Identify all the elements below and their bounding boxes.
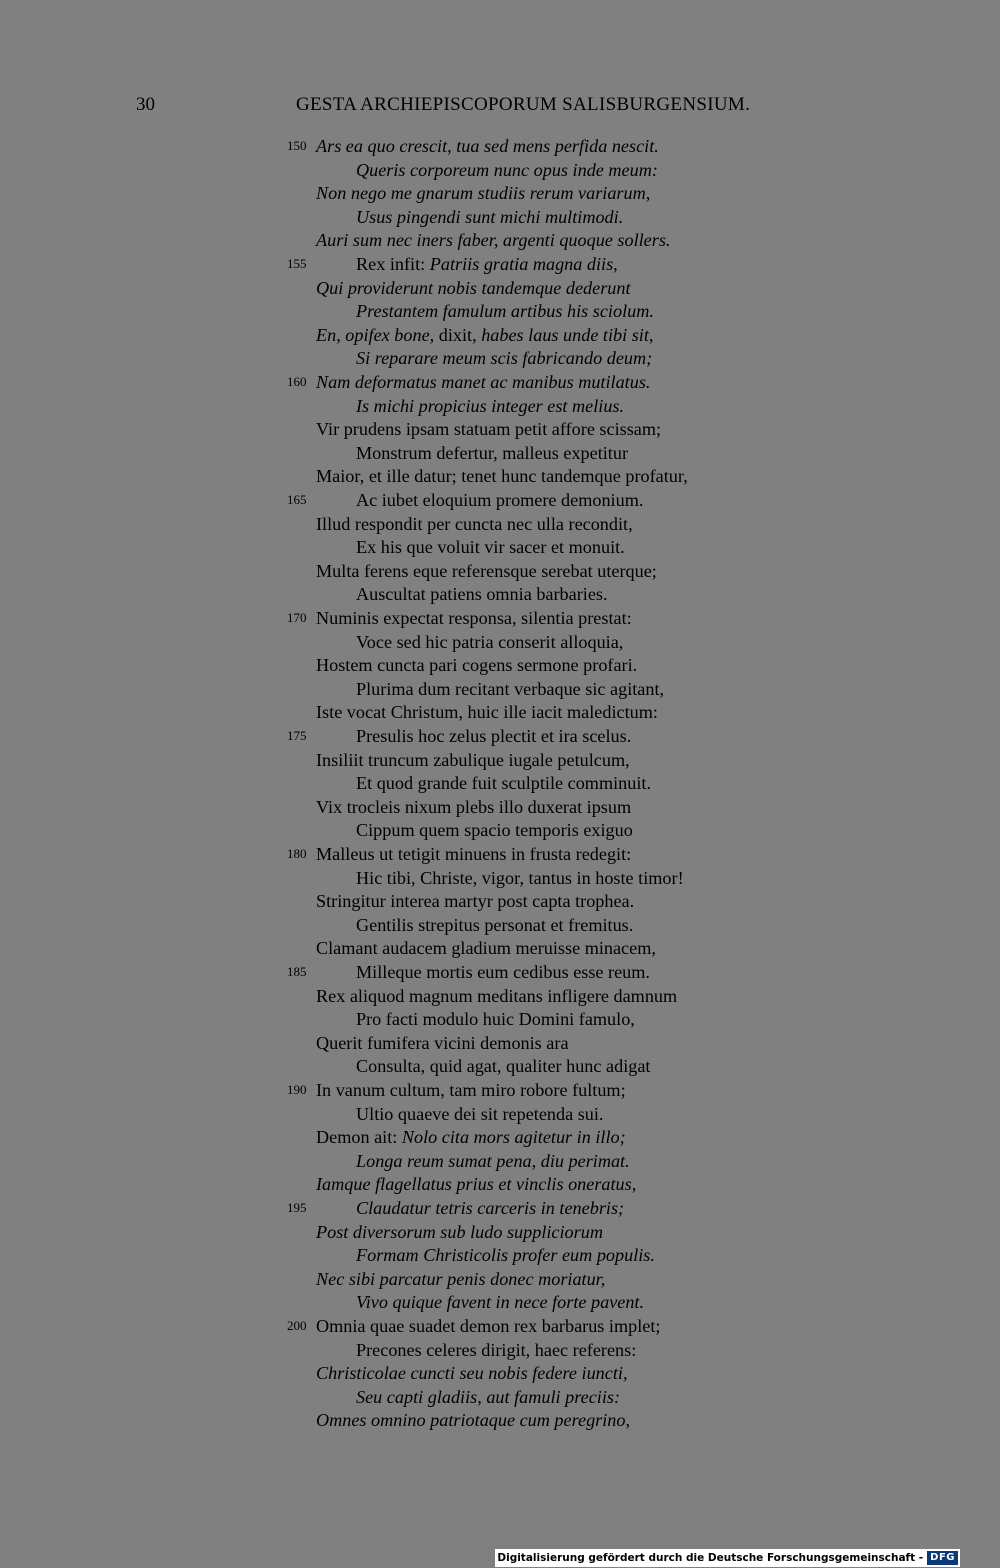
verse-text: Nolo cita mors agitetur in illo; — [401, 1127, 626, 1147]
credit-text: Digitalisierung gefördert durch die Deutsche Forschungsgemeinschaft - — [497, 1552, 924, 1564]
verse-line — [356, 394, 624, 418]
verse-text: Ultio quaeve dei sit repetenda sui. — [356, 1104, 604, 1124]
verse-text: In vanum cultum, tam miro robore fultum; — [316, 1080, 626, 1100]
verse-line — [316, 1220, 603, 1244]
verse-text: dixit, — [438, 325, 482, 345]
verse-text: Stringitur interea martyr post capta trophea. — [316, 891, 635, 911]
verse-line — [356, 205, 623, 229]
verse-line — [316, 606, 632, 630]
verse-line — [316, 559, 657, 583]
verse-line — [316, 889, 634, 913]
verse-text: Patriis gratia magna diis, — [429, 254, 618, 274]
verse-line — [316, 323, 653, 347]
verse-line — [316, 228, 670, 252]
verse-line — [356, 252, 618, 276]
verse-text: Omnes omnino patriotaque cum peregrino, — [316, 1410, 631, 1430]
verse-text: Clamant audacem gladium meruisse minacem, — [316, 938, 656, 958]
verse-text: Ac iubet eloquium promere demonium. — [356, 490, 644, 510]
verse-text: Precones celeres dirigit, haec referens: — [356, 1340, 637, 1360]
verse-text: En, opifex bone, — [316, 325, 439, 345]
verse-line — [356, 1149, 630, 1173]
verse-text: Milleque mortis eum cedibus esse reum. — [356, 962, 650, 982]
verse-line — [316, 181, 650, 205]
verse-text: Pro facti modulo huic Domini famulo, — [356, 1009, 635, 1029]
verse-line — [356, 488, 643, 512]
verse-line — [356, 960, 650, 984]
verse-line — [356, 724, 631, 748]
verse-text: Hic tibi, Christe, vigor, tantus in hoste timor! — [356, 868, 684, 888]
verse-text: Vivo quique favent in nece forte pavent. — [356, 1292, 645, 1312]
verse-line — [356, 818, 633, 842]
verse-text: Queris corporeum nunc opus inde meum: — [356, 160, 658, 180]
verse-text: Qui providerunt nobis tandemque dederunt — [316, 278, 631, 298]
verse-text: Plurima dum recitant verbaque sic agitant, — [356, 679, 665, 699]
page-number: 30 — [136, 94, 155, 115]
verse-line — [356, 677, 664, 701]
verse-line — [316, 370, 650, 394]
verse-text: Iste vocat Christum, huic ille iacit maledictum: — [316, 702, 658, 722]
verse-line — [356, 866, 684, 890]
verse-text: Formam Christicolis profer eum populis. — [356, 1245, 655, 1265]
verse-line — [356, 158, 658, 182]
verse-text: Nam deformatus manet ac manibus mutilatus. — [316, 372, 651, 392]
verse-line — [316, 417, 661, 441]
verse-text: Numinis expectat responsa, silentia prestat: — [316, 608, 632, 628]
verse-text: Gentilis strepitus personat et fremitus. — [356, 915, 634, 935]
verse-text: Presulis hoc zelus plectit et ira scelus. — [356, 726, 632, 746]
verse-line — [316, 512, 633, 536]
verse-text: Post diversorum sub ludo suppliciorum — [316, 1222, 603, 1242]
line-number: 155 — [287, 256, 307, 271]
verse-line — [316, 1267, 605, 1291]
verse-line — [316, 1361, 628, 1385]
verse-line — [316, 653, 637, 677]
verse-text: Monstrum defertur, malleus expetitur — [356, 443, 629, 463]
verse-text: Multa ferens eque referensque serebat uterque; — [316, 561, 657, 581]
verse-text: Demon ait: — [316, 1127, 402, 1147]
verse-text: Maior, et ille datur; tenet hunc tandemque profatur, — [316, 466, 688, 486]
verse-text: Consulta, quid agat, qualiter hunc adigat — [356, 1056, 651, 1076]
verse-text: Prestantem famulum artibus his sciolum. — [356, 301, 654, 321]
verse-line — [356, 1102, 603, 1126]
verse-line — [356, 1243, 655, 1267]
verse-line — [356, 582, 608, 606]
verse-text: Christicolae cuncti seu nobis federe iuncti, — [316, 1363, 628, 1383]
verse-line — [316, 1125, 626, 1149]
verse-text: Usus pingendi sunt michi multimodi. — [356, 207, 624, 227]
verse-line — [356, 1054, 650, 1078]
verse-line — [316, 464, 688, 488]
verse-line — [316, 1314, 660, 1338]
verse-line — [356, 535, 625, 559]
verse-text: Non nego me gnarum studiis rerum variarum, — [316, 183, 651, 203]
verse-text: Auri sum nec iners faber, argenti quoque sollers. — [316, 230, 671, 250]
verse-line — [316, 936, 656, 960]
verse-text: Nec sibi parcatur penis donec moriatur, — [316, 1269, 606, 1289]
verse-line — [356, 913, 633, 937]
verse-line — [356, 299, 654, 323]
verse-text: Vix trocleis nixum plebs illo duxerat ipsum — [316, 797, 632, 817]
line-number: 190 — [287, 1082, 307, 1097]
verse-text: Querit fumifera vicini demonis ara — [316, 1033, 569, 1053]
verse-line — [356, 1338, 636, 1362]
verse-line — [356, 1290, 644, 1314]
verse-text: Ars ea quo crescit, tua sed mens perfida nescit. — [316, 136, 659, 156]
verse-line — [316, 1172, 636, 1196]
running-head: GESTA ARCHIEPISCOPORUM SALISBURGENSIUM. — [296, 94, 751, 115]
verse-text: Rex aliquod magnum meditans infligere damnum — [316, 986, 678, 1006]
verse-line — [316, 748, 630, 772]
verse-text: Claudatur tetris carceris in tenebris; — [356, 1198, 625, 1218]
verse-text: Iamque flagellatus prius et vinclis oneratus, — [316, 1174, 637, 1194]
verse-text: Is michi propicius integer est melius. — [356, 396, 625, 416]
verse-line — [356, 630, 623, 654]
line-number: 170 — [287, 610, 307, 625]
digitization-credit — [495, 1549, 960, 1567]
verse-text: Hostem cuncta pari cogens sermone profari. — [316, 655, 638, 675]
verse-line — [356, 1007, 635, 1031]
dfg-logo: DFG — [927, 1551, 958, 1565]
verse-text: Vir prudens ipsam statuam petit affore scissam; — [316, 419, 662, 439]
verse-text: Longa reum sumat pena, diu perimat. — [356, 1151, 630, 1171]
line-number: 165 — [287, 492, 307, 507]
verse-text: Cippum quem spacio temporis exiguo — [356, 820, 633, 840]
verse-line — [316, 276, 631, 300]
verse-text: Auscultat patiens omnia barbaries. — [356, 584, 608, 604]
verse-line — [356, 346, 652, 370]
verse-line — [316, 1031, 569, 1055]
verse-text: Rex infit: — [356, 254, 430, 274]
verse-line — [316, 1408, 630, 1432]
verse-text: Insiliit truncum zabulique iugale petulcum, — [316, 750, 630, 770]
verse-line — [316, 984, 677, 1008]
line-number: 195 — [287, 1200, 307, 1215]
verse-text: Seu capti gladiis, aut famuli preciis: — [356, 1387, 621, 1407]
line-number: 185 — [287, 964, 307, 979]
verse-text: Omnia quae suadet demon rex barbarus implet; — [316, 1316, 661, 1336]
verse-text: Ex his que voluit vir sacer et monuit. — [356, 537, 625, 557]
line-number: 180 — [287, 846, 307, 861]
verse-line — [356, 1385, 620, 1409]
verse-line — [316, 134, 659, 158]
line-number: 175 — [287, 728, 307, 743]
verse-line — [316, 1078, 626, 1102]
verse-line — [316, 700, 658, 724]
verse-text: Illud respondit per cuncta nec ulla recondit, — [316, 514, 633, 534]
line-number: 150 — [287, 138, 307, 153]
verse-line — [316, 842, 631, 866]
verse-text: Et quod grande fuit sculptile comminuit. — [356, 773, 651, 793]
verse-text: Voce sed hic patria conserit alloquia, — [356, 632, 624, 652]
verse-text: Si reparare meum scis fabricando deum; — [356, 348, 653, 368]
verse-text: Malleus ut tetigit minuens in frusta redegit: — [316, 844, 632, 864]
verse-line — [356, 771, 651, 795]
verse-text: habes laus unde tibi sit, — [481, 325, 654, 345]
verse-line — [316, 795, 631, 819]
verse-line — [356, 441, 628, 465]
line-number: 160 — [287, 374, 307, 389]
verse-line — [356, 1196, 624, 1220]
line-number: 200 — [287, 1318, 307, 1333]
